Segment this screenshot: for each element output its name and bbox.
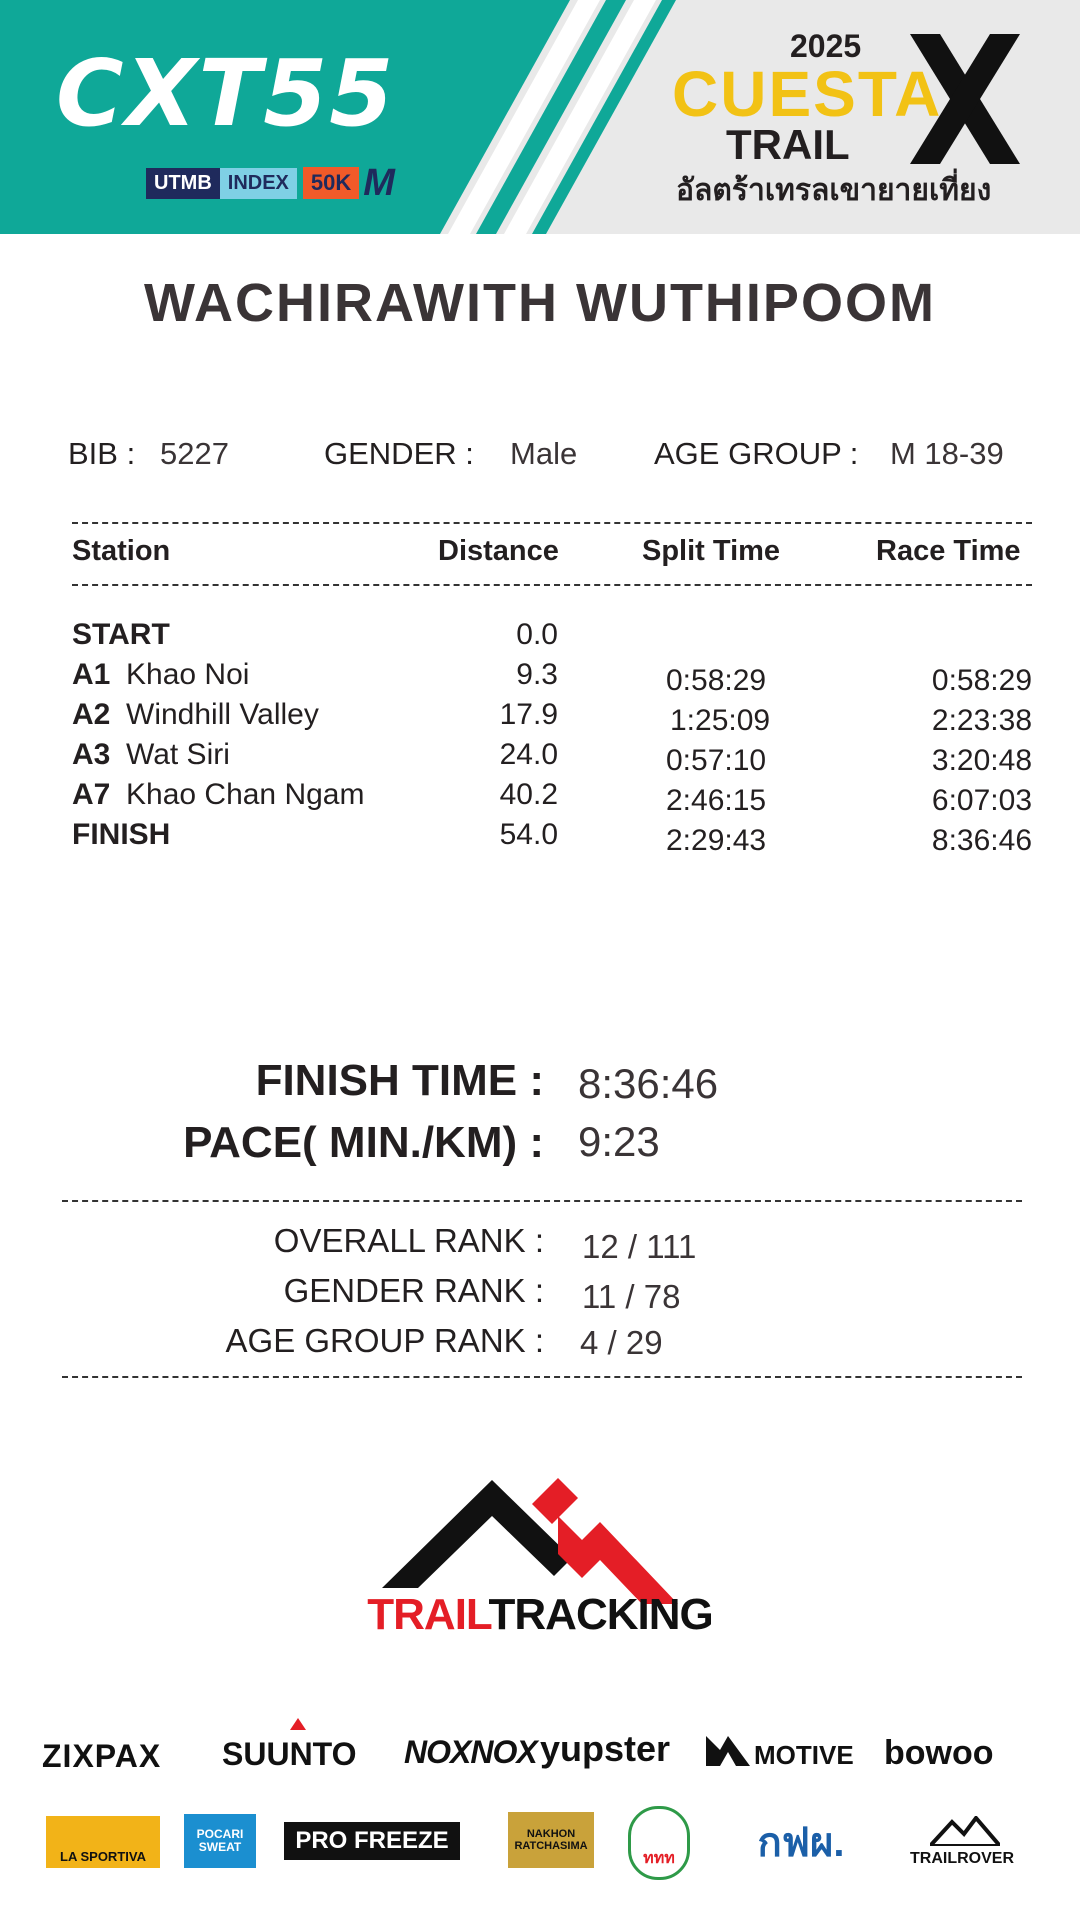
- split-cell: 2:29:43: [666, 824, 767, 857]
- split-cell: 0:58:29: [666, 664, 767, 697]
- station-code: A7: [72, 778, 111, 811]
- finish-time-label: FINISH TIME :: [255, 1056, 544, 1105]
- distance-cell: 9.3: [516, 658, 558, 691]
- split-cell: 2:46:15: [666, 784, 767, 817]
- gender-value: Male: [510, 436, 578, 471]
- station-header: Station: [72, 535, 171, 567]
- utmb-index-badge: [146, 161, 395, 204]
- distance-cell: 40.2: [499, 778, 558, 811]
- trailtracking-wordmark: [0, 1590, 1080, 1640]
- gender-rank-value: 11 / 78: [582, 1278, 681, 1315]
- split-cell: 1:25:09: [670, 704, 771, 737]
- bib-label: BIB :: [68, 436, 136, 471]
- sponsor-tat-logo: ททท: [628, 1806, 690, 1880]
- trailrover-mountain-icon: [930, 1816, 1000, 1846]
- sponsor-lasportiva-logo: LA SPORTIVA: [46, 1816, 160, 1868]
- gender-rank-label: GENDER RANK :: [283, 1272, 544, 1309]
- race-cell: 0:58:29: [931, 664, 1032, 697]
- pace-label: PACE( MIN./KM) :: [183, 1118, 544, 1167]
- finish-time-value: 8:36:46: [578, 1060, 719, 1107]
- race-cell: 2:23:38: [931, 704, 1032, 737]
- station-code: FINISH: [72, 818, 171, 851]
- sponsor-profreeze-logo: PRO FREEZE: [284, 1822, 460, 1860]
- suunto-triangle-icon: [290, 1718, 306, 1730]
- table-row: [0, 698, 1080, 738]
- motive-mark-icon: [706, 1736, 750, 1766]
- distance-badge: 50K: [303, 167, 359, 199]
- station-name: Windhill Valley: [126, 698, 319, 731]
- sponsor-bowoo-logo: bowoo: [884, 1734, 994, 1772]
- distance-cell: 24.0: [499, 738, 558, 771]
- age-group-label: AGE GROUP :: [654, 436, 859, 471]
- divider: [72, 522, 1032, 524]
- station-code: A2: [72, 698, 111, 731]
- table-row: [0, 618, 1080, 658]
- index-label: INDEX: [220, 168, 297, 199]
- divider: [62, 1376, 1022, 1378]
- sponsor-suunto-logo: SUUNTO: [222, 1736, 357, 1772]
- sponsor-yupster-logo: yupster: [540, 1728, 671, 1769]
- divider: [62, 1200, 1022, 1202]
- sponsor-zixpax-logo: ZIXPAX: [42, 1738, 162, 1774]
- runner-info: [0, 436, 1080, 476]
- age-group-rank-label: AGE GROUP RANK :: [225, 1322, 544, 1359]
- distance-cell: 0.0: [516, 618, 558, 651]
- thai-tagline: อัลตร้าเทรลเขายายเที่ยง: [676, 174, 992, 207]
- sponsor-noxnox-logo: NOXNOX: [404, 1734, 537, 1770]
- race-cell: 8:36:46: [931, 824, 1032, 857]
- distance-cell: 17.9: [499, 698, 558, 731]
- table-row: [0, 818, 1080, 858]
- pace-value: 9:23: [578, 1118, 660, 1165]
- sponsor-nakhon-ratchasima-logo: NAKHON RATCHASIMA: [508, 1812, 594, 1868]
- station-name: Wat Siri: [126, 738, 230, 771]
- bib-value: 5227: [160, 436, 229, 471]
- age-group-rank-value: 4 / 29: [580, 1324, 663, 1361]
- distance-cell: 54.0: [499, 818, 558, 851]
- trail-title: TRAIL: [726, 121, 850, 168]
- utmb-label: UTMB: [146, 168, 220, 199]
- cxt55-logo: CXT55: [56, 40, 396, 147]
- race-time-header: Race Time: [876, 535, 1021, 567]
- sponsor-pocari-logo: POCARI SWEAT: [184, 1814, 256, 1868]
- sponsor-egat-logo: กฟผ.: [757, 1821, 845, 1865]
- table-row: [0, 658, 1080, 698]
- gender-label: GENDER :: [324, 436, 474, 471]
- station-name: Khao Chan Ngam: [126, 778, 365, 811]
- runner-name: WACHIRAWITH WUTHIPOOM: [144, 273, 936, 333]
- split-cell: 0:57:10: [666, 744, 767, 777]
- divider: [72, 584, 1032, 586]
- table-row: [0, 778, 1080, 818]
- m-mark-icon: M: [363, 161, 395, 204]
- sponsor-trailrover-logo: TRAILROVER: [910, 1850, 1014, 1867]
- cuesta-title: CUESTA: [672, 58, 943, 130]
- station-name: Khao Noi: [126, 658, 250, 691]
- trailtracking-part1: TRAIL: [367, 1590, 489, 1639]
- overall-rank-value: 12 / 111: [582, 1228, 697, 1265]
- table-row: [0, 738, 1080, 778]
- trailtracking-part2: TRACKING: [488, 1590, 713, 1639]
- station-code: START: [72, 618, 170, 651]
- sponsor-motive-logo: MOTIVE: [754, 1740, 854, 1770]
- overall-rank-label: OVERALL RANK :: [273, 1222, 544, 1259]
- station-code: A3: [72, 738, 111, 771]
- split-time-header: Split Time: [642, 535, 781, 567]
- station-code: A1: [72, 658, 111, 691]
- age-group-value: M 18-39: [890, 436, 1004, 471]
- distance-header: Distance: [438, 535, 559, 567]
- event-header: [0, 0, 1080, 234]
- race-cell: 3:20:48: [931, 744, 1032, 777]
- event-year: 2025: [790, 28, 862, 64]
- race-cell: 6:07:03: [931, 784, 1032, 817]
